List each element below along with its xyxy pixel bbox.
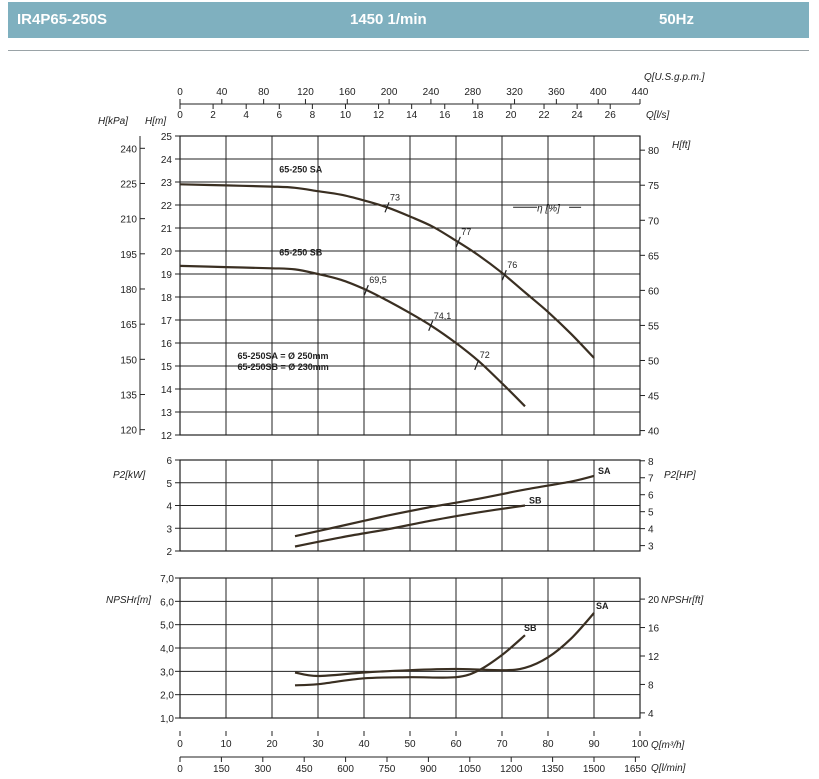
power-right-tick-label: 8 (648, 456, 654, 468)
head-ft-axis-label: H[ft] (672, 140, 691, 151)
top-ls-tick-label: 2 (210, 110, 216, 121)
bottom-m3h-tick-label: 40 (358, 739, 370, 750)
bottom-lmin-tick-label: 1350 (541, 764, 564, 775)
kpa-tick-label: 180 (120, 284, 137, 296)
bottom-lmin-tick-label: 750 (378, 764, 396, 775)
npsh-left-tick-label: 3,0 (160, 667, 174, 679)
bottom-m3h-tick-label: 20 (266, 739, 278, 750)
kpa-tick-label: 240 (120, 144, 137, 156)
npsh-curve-sa (295, 613, 594, 676)
head-left-tick-label: 25 (160, 132, 172, 143)
npsh-series-label-sa: SA (596, 601, 609, 611)
top-ls-tick-label: 12 (372, 110, 385, 121)
efficiency-mark (475, 360, 479, 370)
top-ls-tick-label: 24 (571, 110, 583, 121)
top-ls-tick-label: 8 (309, 110, 316, 121)
power-hp-axis-label: P2[HP] (664, 470, 696, 481)
speed-label: 1450 1/min (350, 11, 427, 28)
head-series-label-sa: 65-250 SA (279, 164, 323, 175)
head-right-tick-label: 55 (648, 321, 660, 333)
head-left-tick-label: 12 (160, 431, 172, 442)
head-right-tick-label: 40 (648, 426, 660, 438)
efficiency-axis-label: η [%] (537, 203, 560, 215)
efficiency-mark-label: 72 (479, 349, 490, 360)
bottom-m3h-tick-label: 10 (220, 739, 232, 750)
bottom-m3h-tick-label: 0 (177, 739, 183, 750)
head-left-tick-label: 17 (160, 316, 172, 327)
efficiency-mark-label: 77 (461, 226, 472, 237)
head-right-tick-label: 65 (648, 251, 660, 263)
power-right-tick-label: 5 (648, 507, 654, 519)
power-left-tick-label: 4 (166, 501, 172, 513)
npsh-axis-label: NPSHr[m] (106, 595, 151, 606)
head-curve-sa (180, 184, 594, 358)
top-usgpm-tick-label: 0 (177, 87, 183, 98)
head-left-tick-label: 20 (160, 247, 172, 258)
top-usgpm-tick-label: 200 (380, 87, 398, 98)
top-usgpm-tick-label: 320 (506, 87, 523, 98)
npsh-left-tick-label: 2,0 (160, 690, 174, 702)
npsh-right-tick-label: 20 (648, 595, 660, 607)
head-left-tick-label: 24 (160, 155, 172, 166)
top-usgpm-axis-label: Q[U.S.g.p.m.] (644, 72, 705, 83)
head-left-tick-label: 16 (160, 339, 172, 350)
bottom-m3h-tick-label: 50 (404, 739, 416, 750)
bottom-lmin-tick-label: 1500 (582, 764, 606, 775)
kpa-axis-label: H[kPa] (98, 116, 129, 127)
bottom-lmin-tick-label: 1200 (500, 764, 523, 775)
power-right-tick-label: 4 (648, 524, 654, 536)
npsh-left-tick-label: 1,0 (160, 714, 174, 725)
power-series-label-sb: SB (529, 495, 542, 506)
kpa-tick-label: 165 (120, 320, 137, 332)
kpa-tick-label: 225 (120, 179, 137, 191)
efficiency-mark-label: 74,1 (433, 310, 452, 321)
head-right-tick-label: 80 (648, 146, 660, 158)
diameter-note: 65-250SB = Ø 230mm (237, 362, 329, 373)
npsh-right-tick-label: 4 (648, 708, 654, 720)
npsh-ft-axis-label: NPSHr[ft] (661, 595, 704, 606)
power-right-tick-label: 3 (648, 541, 654, 553)
bottom-m3h-tick-label: 30 (312, 739, 324, 750)
head-left-tick-label: 22 (160, 201, 172, 212)
top-ls-tick-label: 18 (472, 110, 484, 121)
head-curve-sb (180, 266, 525, 406)
efficiency-mark-label: 69,5 (369, 275, 387, 286)
bottom-m3h-axis-label: Q[m³/h] (651, 740, 685, 751)
top-usgpm-tick-label: 400 (589, 87, 607, 98)
bottom-lmin-tick-label: 150 (213, 764, 230, 775)
head-left-tick-label: 23 (160, 178, 172, 189)
model-title: IR4P65-250S (17, 11, 108, 28)
bottom-lmin-tick-label: 900 (420, 764, 437, 775)
head-left-tick-label: 21 (160, 224, 172, 235)
head-right-tick-label: 50 (648, 356, 660, 368)
power-left-tick-label: 5 (166, 478, 172, 490)
kpa-tick-label: 135 (120, 390, 137, 402)
top-usgpm-tick-label: 40 (216, 87, 228, 98)
bottom-lmin-tick-label: 450 (295, 764, 313, 775)
top-ls-tick-label: 14 (406, 110, 418, 121)
top-ls-axis-label: Q[l/s] (646, 110, 670, 121)
npsh-series-label-sb: SB (524, 623, 537, 634)
bottom-lmin-tick-label: 0 (177, 764, 183, 775)
top-ls-tick-label: 26 (604, 110, 616, 121)
kpa-tick-label: 120 (120, 425, 137, 437)
npsh-right-tick-label: 8 (648, 680, 654, 692)
top-ls-tick-label: 16 (439, 110, 451, 121)
power-series-label-sa: SA (598, 465, 611, 476)
top-usgpm-tick-label: 440 (631, 87, 649, 98)
top-usgpm-tick-label: 80 (258, 87, 270, 98)
power-axis-label: P2[kW] (113, 470, 146, 481)
head-left-tick-label: 14 (160, 385, 172, 396)
top-ls-tick-label: 4 (243, 110, 249, 121)
kpa-tick-label: 195 (120, 249, 137, 261)
top-ls-tick-label: 20 (505, 110, 517, 121)
power-left-tick-label: 3 (166, 524, 172, 536)
bottom-lmin-tick-label: 300 (254, 764, 272, 775)
top-ls-tick-label: 10 (339, 110, 352, 121)
bottom-lmin-tick-label: 600 (337, 764, 354, 775)
npsh-right-tick-label: 12 (648, 651, 660, 663)
diameter-note: 65-250SA = Ø 250mm (237, 351, 329, 362)
power-right-tick-label: 6 (648, 490, 654, 502)
head-series-label-sb: 65-250 SB (279, 247, 323, 258)
top-ls-tick-label: 0 (177, 110, 183, 121)
head-left-tick-label: 18 (160, 293, 172, 304)
bottom-m3h-tick-label: 80 (542, 739, 554, 750)
head-left-tick-label: 15 (160, 362, 172, 373)
npsh-left-tick-label: 4,0 (160, 644, 174, 655)
kpa-tick-label: 150 (120, 355, 137, 367)
head-right-tick-label: 60 (648, 286, 660, 298)
bottom-m3h-tick-label: 90 (588, 739, 600, 750)
top-usgpm-tick-label: 240 (422, 87, 440, 98)
top-usgpm-tick-label: 280 (464, 87, 482, 98)
head-right-tick-label: 70 (648, 216, 660, 228)
power-right-tick-label: 7 (648, 473, 654, 485)
head-left-tick-label: 13 (160, 408, 172, 419)
head-left-tick-label: 19 (160, 270, 172, 281)
efficiency-mark-label: 73 (390, 192, 401, 203)
efficiency-mark-label: 76 (507, 260, 518, 271)
kpa-tick-label: 210 (120, 214, 137, 226)
bottom-lmin-axis-label: Q[l/min] (651, 763, 686, 774)
npsh-right-tick-label: 16 (648, 623, 660, 635)
top-ls-tick-label: 22 (538, 110, 550, 121)
top-usgpm-tick-label: 160 (338, 87, 356, 98)
bottom-m3h-tick-label: 70 (496, 739, 508, 750)
head-right-tick-label: 45 (648, 391, 660, 403)
power-curve-sa (295, 476, 594, 536)
top-usgpm-tick-label: 360 (548, 87, 565, 98)
top-ls-tick-label: 6 (276, 110, 283, 121)
bottom-m3h-tick-label: 60 (450, 739, 462, 750)
npsh-left-tick-label: 6,0 (160, 597, 174, 609)
npsh-left-tick-label: 7,0 (160, 574, 174, 585)
top-usgpm-tick-label: 120 (297, 87, 314, 98)
bottom-m3h-tick-label: 100 (631, 739, 649, 750)
power-left-tick-label: 6 (166, 456, 172, 467)
head-axis-label: H[m] (145, 116, 167, 127)
bottom-lmin-tick-label: 1650 (624, 764, 647, 775)
head-right-tick-label: 75 (648, 181, 660, 193)
frequency-label: 50Hz (659, 11, 695, 28)
bottom-lmin-tick-label: 1050 (458, 764, 481, 775)
power-left-tick-label: 2 (166, 547, 172, 558)
npsh-left-tick-label: 5,0 (160, 620, 174, 632)
